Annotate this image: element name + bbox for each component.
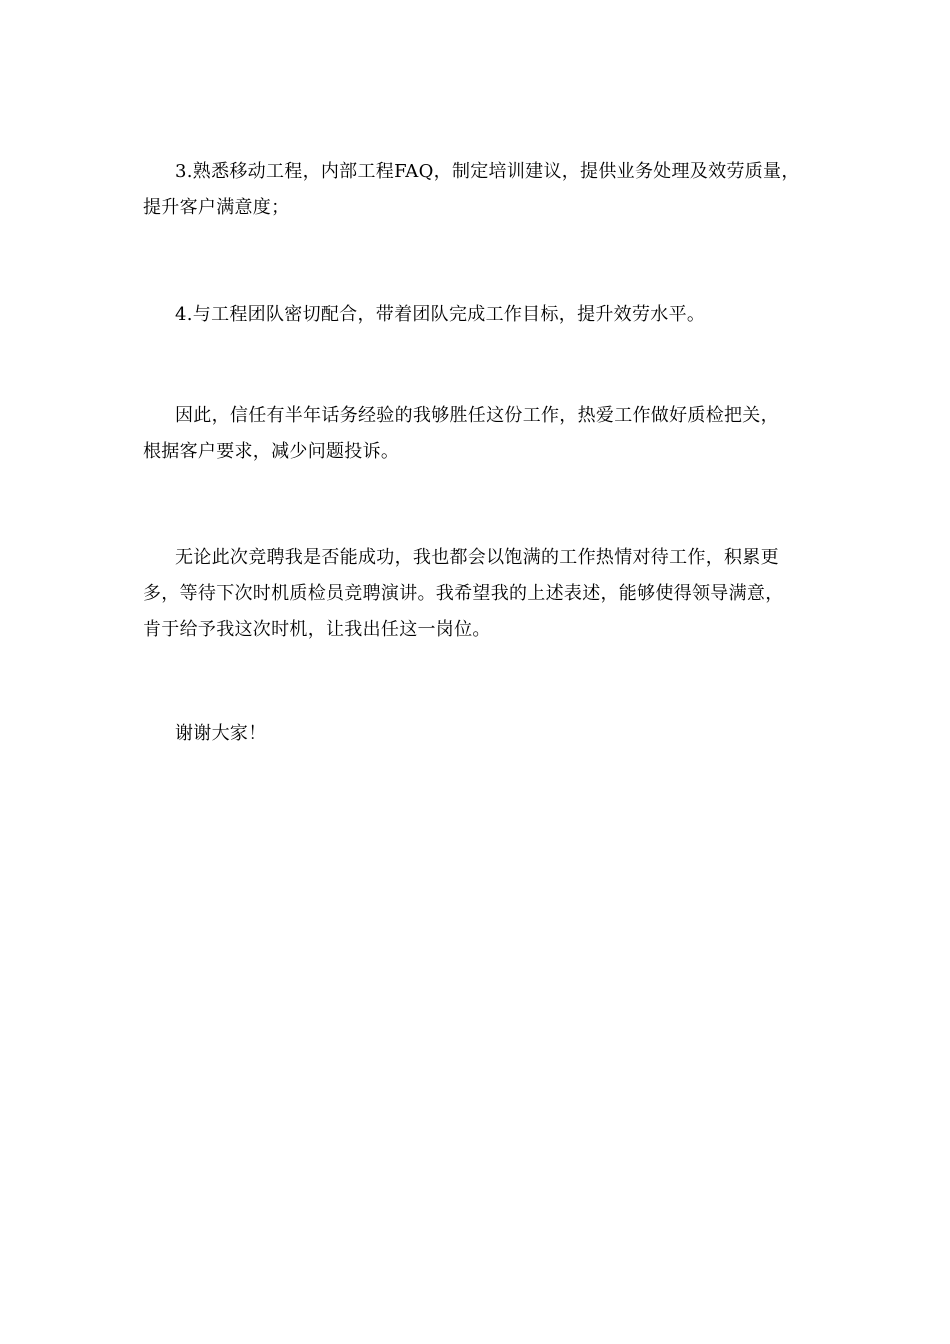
- paragraph-closing: [143, 540, 811, 648]
- paragraph-line: 3.熟悉移动工程，内部工程FAQ，制定培训建议，提供业务处理及效劳质量，: [175, 161, 800, 182]
- paragraph-line: 肯于给予我这次时机，让我出任这一岗位。: [143, 619, 491, 640]
- paragraph-line: 4.与工程团队密切配合，带着团队完成工作目标，提升效劳水平。: [175, 304, 706, 325]
- paragraph-line: 根据客户要求，减少问题投诉。: [143, 441, 400, 462]
- paragraph-conclusion: [143, 398, 811, 470]
- paragraph-item-3: [143, 154, 811, 226]
- paragraph-line: 提升客户满意度；: [143, 197, 290, 218]
- paragraph-item-4: [143, 297, 811, 333]
- paragraph-line: 无论此次竞聘我是否能成功，我也都会以饱满的工作热情对待工作，积累更: [175, 547, 779, 568]
- paragraph-thanks: [143, 716, 811, 752]
- paragraph-line: 谢谢大家！: [175, 723, 267, 744]
- paragraph-line: 多，等待下次时机质检员竞聘演讲。我希望我的上述表述，能够使得领导满意，: [143, 583, 784, 604]
- paragraph-line: 因此，信任有半年话务经验的我够胜任这份工作，热爱工作做好质检把关，: [175, 405, 779, 426]
